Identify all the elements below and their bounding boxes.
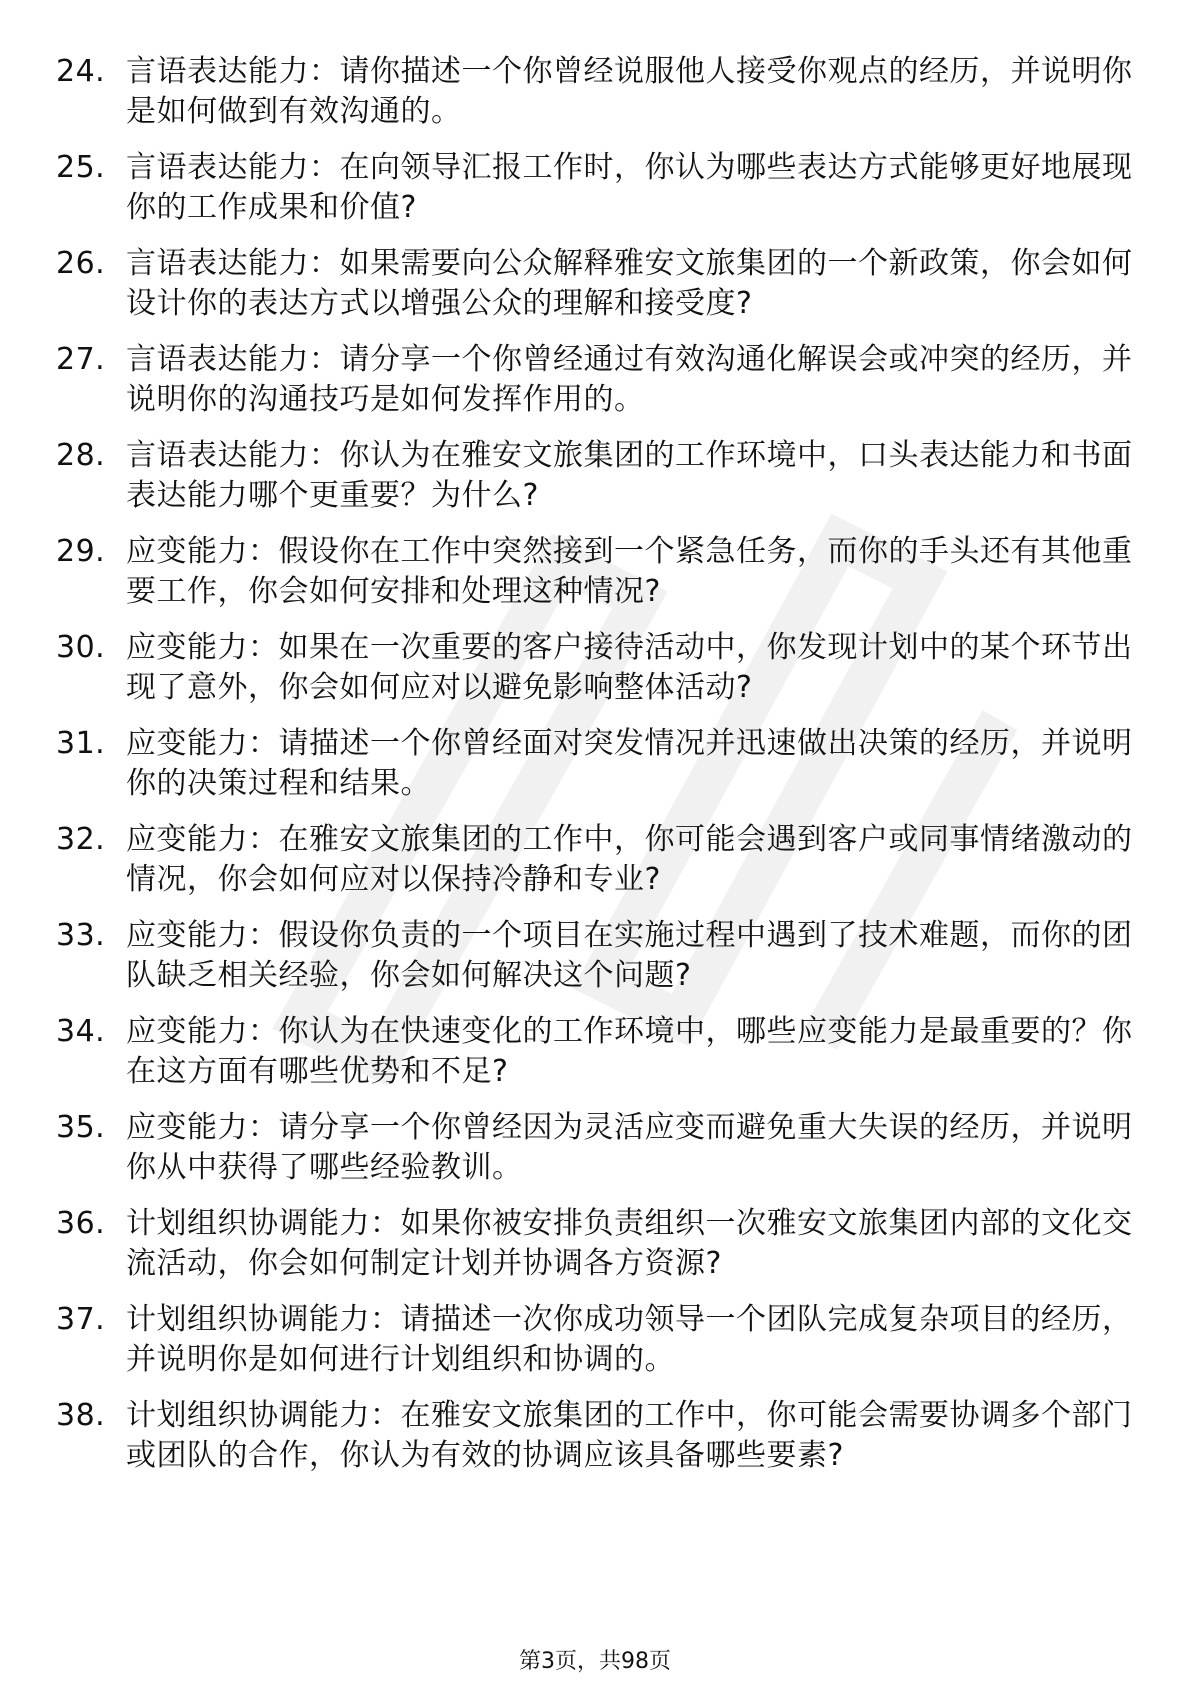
question-item xyxy=(56,532,1136,612)
question-text: 计划组织协调能力：在雅安文旅集团的工作中，你可能会需要协调多个部门或团队的合作，你认为有效的协调应该具备哪些要素? xyxy=(126,1398,1133,1473)
question-number: 29. xyxy=(56,534,106,569)
question-text: 计划组织协调能力：如果你被安排负责组织一次雅安文旅集团内部的文化交流活动，你会如何制定计划并协调各方资源? xyxy=(126,1206,1133,1281)
question-text: 应变能力：假设你在工作中突然接到一个紧急任务，而你的手头还有其他重要工作，你会如何安排和处理这种情况? xyxy=(126,534,1133,609)
question-item xyxy=(56,1108,1136,1188)
question-item xyxy=(56,52,1136,132)
question-text: 应变能力：你认为在快速变化的工作环境中，哪些应变能力是最重要的？你在这方面有哪些优势和不足? xyxy=(126,1014,1133,1089)
question-number: 30. xyxy=(56,630,106,665)
question-item xyxy=(56,148,1136,228)
question-number: 37. xyxy=(56,1302,106,1337)
question-number: 36. xyxy=(56,1206,106,1241)
question-text: 应变能力：请描述一个你曾经面对突发情况并迅速做出决策的经历，并说明你的决策过程和结果。 xyxy=(126,726,1133,801)
question-text: 应变能力：如果在一次重要的客户接待活动中，你发现计划中的某个环节出现了意外，你会如何应对以避免影响整体活动? xyxy=(126,630,1133,705)
question-text: 言语表达能力：请分享一个你曾经通过有效沟通化解误会或冲突的经历，并说明你的沟通技巧是如何发挥作用的。 xyxy=(126,342,1133,417)
question-number: 38. xyxy=(56,1398,106,1433)
question-number: 27. xyxy=(56,342,106,377)
question-item xyxy=(56,340,1136,420)
question-item xyxy=(56,244,1136,324)
question-text: 计划组织协调能力：请描述一次你成功领导一个团队完成复杂项目的经历，并说明你是如何进行计划组织和协调的。 xyxy=(126,1302,1133,1377)
question-item xyxy=(56,628,1136,708)
question-number: 25. xyxy=(56,150,106,185)
page-number-footer: 第3页，共98页 xyxy=(519,1649,671,1674)
question-number: 31. xyxy=(56,726,106,761)
question-text: 言语表达能力：在向领导汇报工作时，你认为哪些表达方式能够更好地展现你的工作成果和价值? xyxy=(126,150,1133,225)
question-number: 32. xyxy=(56,822,106,857)
question-text: 言语表达能力：如果需要向公众解释雅安文旅集团的一个新政策，你会如何设计你的表达方式以增强公众的理解和接受度? xyxy=(126,246,1133,321)
question-item xyxy=(56,724,1136,804)
question-number: 33. xyxy=(56,918,106,953)
question-text: 言语表达能力：你认为在雅安文旅集团的工作环境中，口头表达能力和书面表达能力哪个更重要？为什么? xyxy=(126,438,1133,513)
question-text: 应变能力：请分享一个你曾经因为灵活应变而避免重大失误的经历，并说明你从中获得了哪些经验教训。 xyxy=(126,1110,1133,1185)
question-item xyxy=(56,916,1136,996)
question-list xyxy=(56,52,1136,1492)
question-number: 26. xyxy=(56,246,106,281)
question-item xyxy=(56,1204,1136,1284)
question-item xyxy=(56,1396,1136,1476)
question-number: 35. xyxy=(56,1110,106,1145)
question-number: 28. xyxy=(56,438,106,473)
question-item xyxy=(56,1012,1136,1092)
question-number: 24. xyxy=(56,54,106,89)
question-text: 应变能力：假设你负责的一个项目在实施过程中遇到了技术难题，而你的团队缺乏相关经验，你会如何解决这个问题? xyxy=(126,918,1133,993)
question-item xyxy=(56,820,1136,900)
question-item xyxy=(56,436,1136,516)
question-item xyxy=(56,1300,1136,1380)
question-number: 34. xyxy=(56,1014,106,1049)
question-text: 应变能力：在雅安文旅集团的工作中，你可能会遇到客户或同事情绪激动的情况，你会如何应对以保持冷静和专业? xyxy=(126,822,1133,897)
question-text: 言语表达能力：请你描述一个你曾经说服他人接受你观点的经历，并说明你是如何做到有效沟通的。 xyxy=(126,54,1133,129)
